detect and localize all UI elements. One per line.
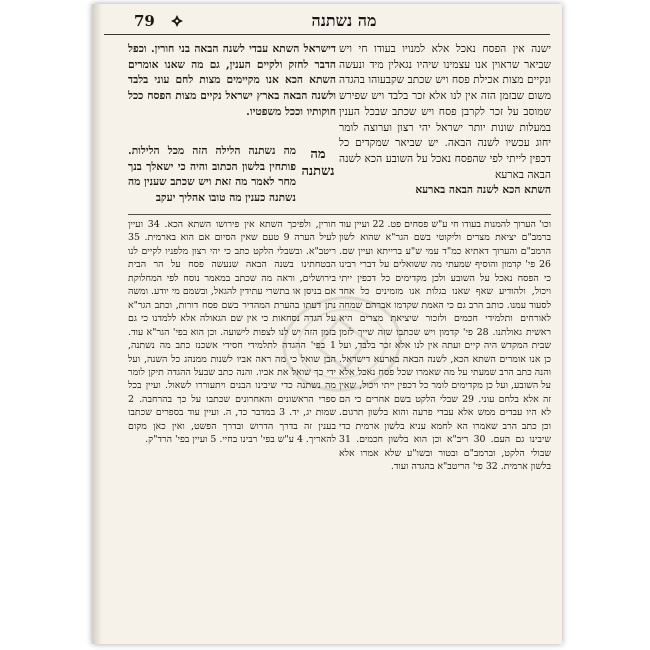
footnotes-right: וכו' הערוך להמנות בעודו חי ע"ש פסחים פט. 22 ועיין עוד ברמב"ם יציאת מצרים וליקוטי בשם הגר"א שהוא לשון הרמב"ם והערוך דאתיא כמ"ד עמי ש"ע ברייתא ועיין שם. 26 פי' קדמון והוסיף שמעתי מה ששואלים על דברי רבינו כי הפסח נאכל על השובע ולכן מקדימים כל דכפין ייתי ויכול, ולהודיע שאף שאנו בגלות אנו מזמינים כל אחד לסעוד עמנו. כותב הרב גם כי האמת שקדמו אברהם שמחה לאורחים ותלמידי חכמים ולזכור שיציאת מצרים היא ראשית גאולתנו. 28 פי' קדמון ויש שכתבו שזה שייך לזמן שבית המקדש היה קיים ועתה אין לנו אלא זכר בלבד, ועל כן אנו אומרים השתא הכא, לשנה הבאה בארעא דישראל. והנה כתב הרב שמעתי על מה שאמרו שכל פסח נאכל אלא על השובע, ועל כן מקדימים לומר כל דכפין ייתי ויכול, שאין זה אלא בלחם עוני. 29 שבלי הלקט בשם אחרים כי הם לא היו עבדים ממש אלא עבדי פרעה והוא בלשון תרגום. וכן כתב הרב שאמרו הא לחמא עניא בלשון ארמית כדי שיבינו גם העם. 30 ריב"א וכן הוא בלשון חכמים. 31 שבולי הלקט, וברמב"ם ובטור ובשו"ע שלא אמרו אלא בלשון ארמית. 32 פי' הריטב"א בהגדה ועוד. — [339, 219, 551, 473]
ornament-icon — [170, 14, 184, 31]
book-page — [92, 4, 562, 644]
main-text-right: ישנה אין הפסח נאכל אלא למנויו בעודו חי ויש שביאר שראוין אנו עצמינו שיהיו נגאלין מיד ונעשה ונקיים מצות אכילת פסח ויש שכתב שקבעוהו בהגדה משום שבזמן הזה אין לנו אלא זכר בלבד ויש שפירש שמוסב על זכר לקרבן פסח ויש שכתב שבכל הענין במעלות שונות יותר ישראל יהי רצון וערוצה לומר יחוג עכשיו לשנה הבאה. יש שביאר שמקדים כל דכפין לייתי לפי שהפסח נאכל על השובע הכא לשנה הבאה בארעא — [339, 43, 551, 181]
page-number: 79 — [134, 12, 155, 30]
section-label: מה נשתנה — [301, 147, 335, 179]
main-text-right-column — [339, 42, 551, 210]
footnotes-left-column — [128, 218, 336, 634]
main-text-left: דישראל השתא עבדי לשנה הבאה בני חורין. וכפל הדבר לחזק ולקיים הענין, גם מה שאנו אומרים השתא הכא אנו מקיימים מצות לחם עוני בלבד ולשנה הבאה בארץ ישראל נקיים מצות הפסח ככל חוקותיו וככל משפטיו. — [128, 43, 336, 118]
sub-heading: השתא הכא לשנה הבאה בארעא — [415, 184, 551, 197]
footnotes-right-column — [339, 218, 551, 634]
page-spine-shadow — [92, 4, 102, 644]
footnote-separator — [128, 214, 551, 215]
running-title: מה נשתנה — [311, 11, 377, 30]
footnotes-left: חורין, ולפיכך השתא אין פירושו השתא הכא. 34 ועיין לעיל הערה 9 טעם שאין הסיום אם הוא בארמית. 35 ריטב"א. ובשבלי הלקט כתב כי יהי רצון מלפניו לקיים לנו הבטחתינו בשנה הבאה שנעשה פסח על הר הבית בירושלים, וראה מה שכתב במאמר נוסח לפי המחלוקת אם בניסן או בתשרי עתידין להגאל, ובשמם מי יודע. ומשה נתן דעתו בהערת המהדיר בשם פסח דורות, וכתב הגר"א על הגדה נסחאות כי אין שם הגאולה אלא ללמדנו כי גם בזמן הזה יש לנו לצפות לישועה. וכן הוא בפי' הגר"א עוד. 1 בפי' ההגדה לתלמידי חסידי אשכנז כתב מה נשתנה, הבן שואל כי מה ראה אביו לשנות ממנהג כל השנה, ועל ידי כך שואל את אביו. והנה כתב שבעל ההגדה תיקן לומר מה נשתנה כדי שיבינו הבנים ויתעוררו לשאול. ועיין בכל ספרי הראשונים והאחרונים שכתבו על כך בהרחבה. 2 שמות יג, יד. 3 במדבר כד, ה. ועיין עוד בספרים שכתבו בענין זה בדרך הדרוש ובדרך הפשט, ואין כאן מקום להאריך. 4 ע"ש בפי' רבינו בחיי. 5 ועיין בפי' הרד"ק. — [128, 219, 336, 446]
section-text: מה נשתנה הלילה הזה מכל הלילות. פותחין בלשון הכתוב והיה כי ישאלך בנך מחר לאמר מה זאת ויש שכתב שענין מה נשתנה כענין מה טובו אהליך יעקב — [128, 145, 296, 205]
ma-nishtana-section — [128, 144, 336, 207]
page-header — [104, 10, 550, 35]
